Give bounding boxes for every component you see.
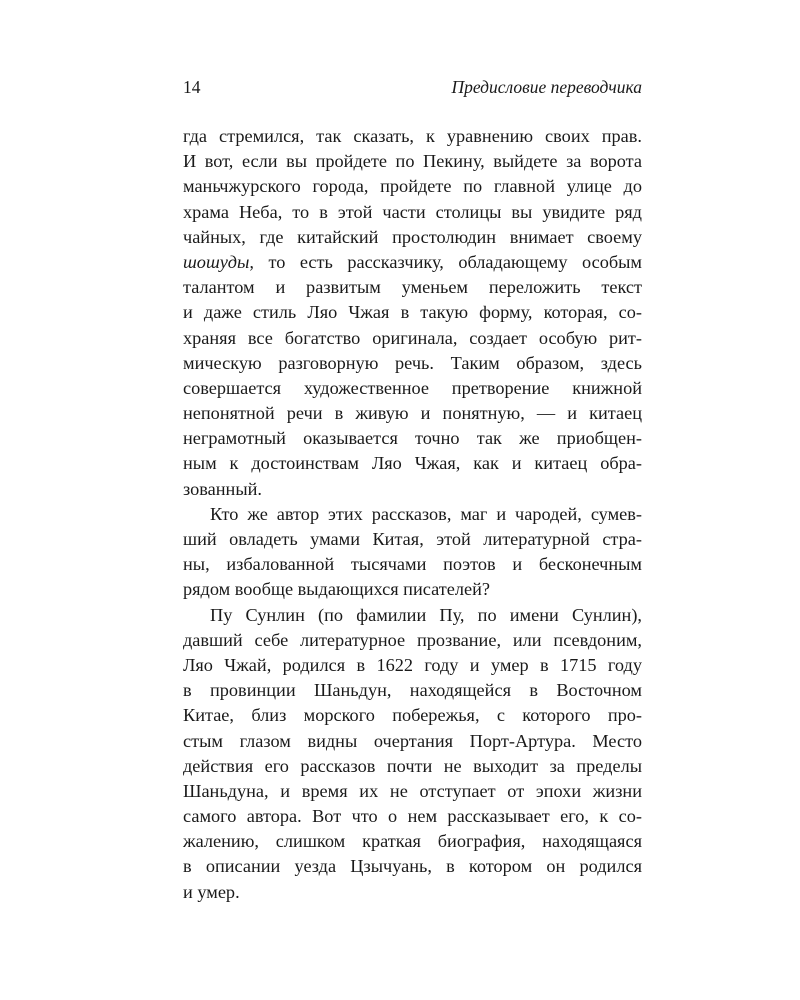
text-line: непонятной речи в живую и понятную, — и китаец — [183, 403, 642, 424]
text-line: совершается художественное претворение книжной — [183, 377, 642, 398]
paragraph — [183, 502, 642, 603]
page-number: 14 — [183, 77, 201, 97]
text-line: гда стремился, так сказать, к уравнению своих прав. — [183, 126, 642, 146]
paragraph — [183, 124, 642, 502]
text-line: самого автора. Вот что о нем рассказывает его, к со- — [183, 806, 642, 827]
page-header — [183, 74, 642, 100]
text-line: храма Неба, то в этой части столицы вы увидите ряд — [183, 201, 642, 222]
text-line: неграмотный оказывается точно так же приобщен- — [183, 428, 642, 449]
paragraph — [183, 603, 642, 905]
text-line: и умер. — [183, 881, 240, 902]
text-line: Кто же автор этих рассказов, маг и чародей, сумев- — [210, 503, 642, 524]
text-line: стым глазом видны очертания Порт-Артура. Место — [183, 730, 642, 751]
text-line: талантом и развитым уменьем переложить текст — [183, 277, 642, 298]
italic-term: шошуды, — [183, 251, 255, 272]
text-line: И вот, если вы пройдете по Пекину, выйдете за ворота — [183, 151, 642, 172]
text-line: ший овладеть умами Китая, этой литературной стра- — [183, 529, 642, 549]
text-line: ным к достоинствам Ляо Чжая, как и китаец обра- — [183, 453, 642, 474]
text-line: маньчжурского города, пройдете по главной улице до — [183, 176, 642, 197]
text-line: давший себе литературное прозвание, или псевдоним, — [183, 629, 642, 650]
text-line: Шаньдуна, и время их не отступает от эпохи жизни — [183, 780, 642, 801]
text-line: Ляо Чжай, родился в 1622 году и умер в 1715 году — [183, 654, 642, 675]
text-line: в описании уезда Цзычуань, в котором он родился — [183, 856, 642, 877]
text-line: мическую разговорную речь. Таким образом, здесь — [183, 352, 642, 373]
text-line: в провинции Шаньдун, находящейся в Восточном — [183, 680, 642, 701]
text-line: жалению, слишком краткая биография, находящаяся — [183, 831, 642, 852]
text-line: и даже стиль Ляо Чжая в такую форму, которая, со- — [183, 302, 642, 323]
text-line: чайных, где китайский простолюдин внимает своему — [183, 226, 642, 247]
body-text — [183, 124, 642, 905]
text-line-with-italic — [183, 250, 642, 275]
text-line: Пу Сунлин (по фамилии Пу, по имени Сунлин), — [210, 604, 642, 625]
text-line: действия его рассказов почти не выходит за пределы — [183, 755, 642, 776]
running-head: Предисловие переводчика — [451, 77, 642, 97]
text-line: зованный. — [183, 478, 262, 499]
text-line: храняя все богатство оригинала, создает особую рит- — [183, 327, 642, 348]
text-line: Китае, близ морского побережья, с которого про- — [183, 705, 642, 726]
text-line: рядом вообще выдающихся писателей? — [183, 579, 490, 600]
text-fragment: то есть рассказчику, обладающему особым — [254, 251, 642, 272]
text-line: ны, избалованной тысячами поэтов и бесконечным — [183, 554, 642, 575]
